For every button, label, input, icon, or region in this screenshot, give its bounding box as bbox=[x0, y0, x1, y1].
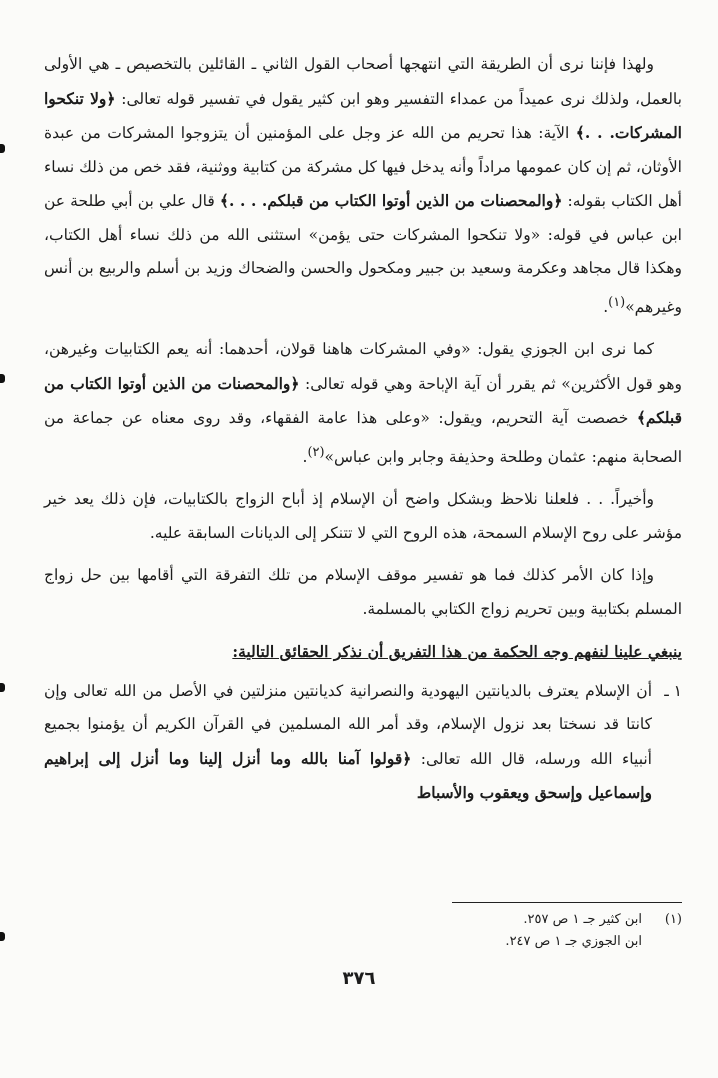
scan-margin-mark bbox=[0, 374, 5, 383]
scan-margin-mark bbox=[0, 144, 5, 153]
quran-quote: ﴿ولا تنكحوا المشركات. . .﴾ bbox=[44, 88, 682, 142]
paragraph-1-text-a: ولهذا فإننا نرى أن الطريقة التي انتهجها أصحاب القول الثاني ـ القائلين بالتخصيص ـ هي الأولى بالعمل، ولذلك نرى عميداً من عمداء التفسير وهو ابن كثير يقول في تفسير قوله تعالى: bbox=[44, 55, 682, 108]
list-item-1 bbox=[44, 675, 682, 811]
quran-quote: ﴿والمحصنات من الذين أوتوا الكتاب من قبلكم﴾ bbox=[44, 373, 682, 428]
paragraph-4: وإذا كان الأمر كذلك فما هو تفسير موقف الإسلام من تلك التفرقة التي أقامها بين حل زواج المسلم بكتابية وبين تحريم زواج الكتابي بالمسلمة. bbox=[44, 566, 682, 618]
footnote-ref-2[interactable]: (٢) bbox=[307, 444, 325, 460]
list-item-text-a: أن الإسلام يعترف بالديانتين اليهودية والنصرانية كديانتين منزلتين في الأصل من الله تعالى وإن كانتا قد نسختا بعد نزول الإسلام، وقد أمر الله المسلمين في القرآن الكريم أن يؤمنوا بجميع أنبياء الله ورسله، قال الله تعالى: bbox=[44, 681, 652, 768]
footnote-2 bbox=[44, 931, 682, 953]
page-number: ٣٧٦ bbox=[342, 968, 376, 989]
footnote-ref-1[interactable]: (١) bbox=[608, 294, 626, 310]
footnote-number bbox=[642, 931, 682, 953]
quran-quote: ﴿والمحصنات من الذين أوتوا الكتاب من قبلكم. . . .﴾ bbox=[219, 191, 563, 210]
footnote-divider bbox=[452, 902, 682, 903]
list-item-text bbox=[44, 675, 652, 811]
page-body bbox=[44, 48, 682, 811]
paragraph-1-end: . bbox=[603, 297, 609, 316]
footnote-text: ابن الجوزي جـ ١ ص ٢٤٧. bbox=[505, 934, 642, 949]
paragraph-2-text-b: خصصت آية التحريم، ويقول: «وعلى هذا عامة الفقهاء، وقد روى معناه عن جماعة من الصحابة منهم: عثمان وطلحة وحذيفة وجابر وابن عباس» bbox=[44, 409, 682, 466]
footnote-text: ابن كثير جـ ١ ص ٢٥٧. bbox=[523, 912, 642, 927]
scan-margin-mark bbox=[0, 932, 5, 941]
list-item-number: ١ ـ bbox=[664, 681, 682, 700]
paragraph-2 bbox=[44, 333, 682, 474]
scan-margin-mark bbox=[0, 683, 5, 692]
section-heading: ينبغي علينا لنفهم وجه الحكمة من هذا التفريق أن نذكر الحقائق التالية: bbox=[232, 642, 682, 662]
quran-quote: ﴿قولوا آمنا بالله وما أنزل إلينا وما أنزل إلى إبراهيم وإسماعيل وإسحق ويعقوب والأسباط bbox=[44, 748, 652, 803]
paragraph-2-text-a: كما نرى ابن الجوزي يقول: «وفي المشركات هاهنا قولان، أحدهما: أنه يعم الكتابيات وغيرهن، وهو قول الأكثرين» ثم يقرر أن آية الإباحة وهي قوله تعالى: bbox=[44, 340, 682, 393]
footnote-1 bbox=[44, 909, 682, 931]
paragraph-3: وأخيراً. . . فلعلنا نلاحظ وبشكل واضح أن الإسلام إذ أباح الزواج بالكتابيات، فإن ذلك يعد خير مؤشر على روح الإسلام السمحة، هذه الروح التي لا تتنكر إلى الديانات السابقة عليه. bbox=[44, 490, 682, 542]
paragraph-1-text-c: قال علي بن أبي طلحة عن ابن عباس في قوله: «ولا تنكحوا المشركات حتى يؤمن» استثنى الله من ذلك نساء أهل الكتاب، وهكذا قال مجاهد وعكرمة وسعيد بن جبير ومكحول والحسن والضحاك وزيد بن أسلم والربيع بن أنس وغيرهم» bbox=[44, 192, 682, 316]
footnotes bbox=[44, 902, 682, 953]
footnote-number: (١) bbox=[664, 912, 682, 927]
paragraph-1 bbox=[44, 48, 682, 324]
paragraph-2-end: . bbox=[302, 447, 308, 466]
paragraph-1-text-b: الآية: هذا تحريم من الله عز وجل على المؤمنين أن يتزوجوا المشركات من عبدة الأوثان، ثم إن كان عمومها مراداً وأنه يدخل فيها كل مشركة من كتابية ووثنية، فقد خص من ذلك نساء أهل الكتاب بقوله: bbox=[44, 124, 682, 210]
